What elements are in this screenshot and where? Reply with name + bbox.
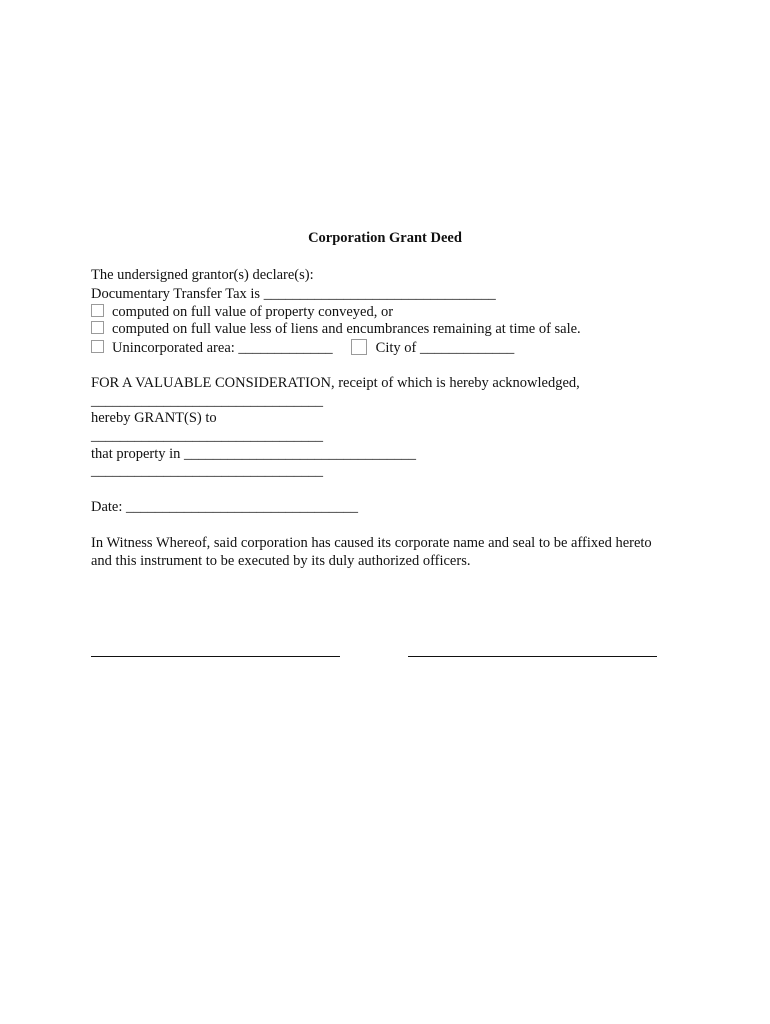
property-blank[interactable]: ________________________________ [91, 463, 323, 479]
city-checkbox[interactable] [351, 339, 367, 355]
full-value-checkbox[interactable] [91, 304, 104, 317]
grantee-blank[interactable]: ________________________________ [91, 428, 323, 444]
document-title: Corporation Grant Deed [308, 230, 462, 246]
witness-line-2: and this instrument to be executed by its duly authorized officers. [91, 553, 471, 569]
less-liens-checkbox[interactable] [91, 321, 104, 334]
unincorporated-checkbox[interactable] [91, 340, 104, 353]
property-line[interactable]: that property in ________________________________ [91, 446, 417, 462]
transfer-tax-line[interactable]: Documentary Transfer Tax is ________________________________ [91, 286, 496, 302]
witness-line-1: In Witness Whereof, said corporation has caused its corporate name and seal to be affixed hereto [91, 535, 652, 551]
full-value-label: computed on full value of property conveyed, or [112, 304, 394, 320]
grantor-blank[interactable]: ________________________________ [91, 393, 323, 409]
date-line[interactable]: Date: ________________________________ [91, 499, 359, 515]
option-less-liens [91, 320, 581, 338]
unincorporated-label[interactable]: Unincorporated area: _____________ [112, 340, 333, 356]
signature-line-left[interactable] [91, 656, 340, 657]
consideration-line: FOR A VALUABLE CONSIDERATION, receipt of which is hereby acknowledged, [91, 375, 580, 391]
option-full-value [91, 303, 393, 321]
city-label[interactable]: City of _____________ [375, 340, 515, 356]
area-row [91, 339, 514, 357]
signature-line-right[interactable] [408, 656, 657, 657]
grant-line: hereby GRANT(S) to [91, 410, 217, 426]
declare-line: The undersigned grantor(s) declare(s): [91, 267, 314, 283]
less-liens-label: computed on full value less of liens and encumbrances remaining at time of sale. [112, 321, 581, 337]
